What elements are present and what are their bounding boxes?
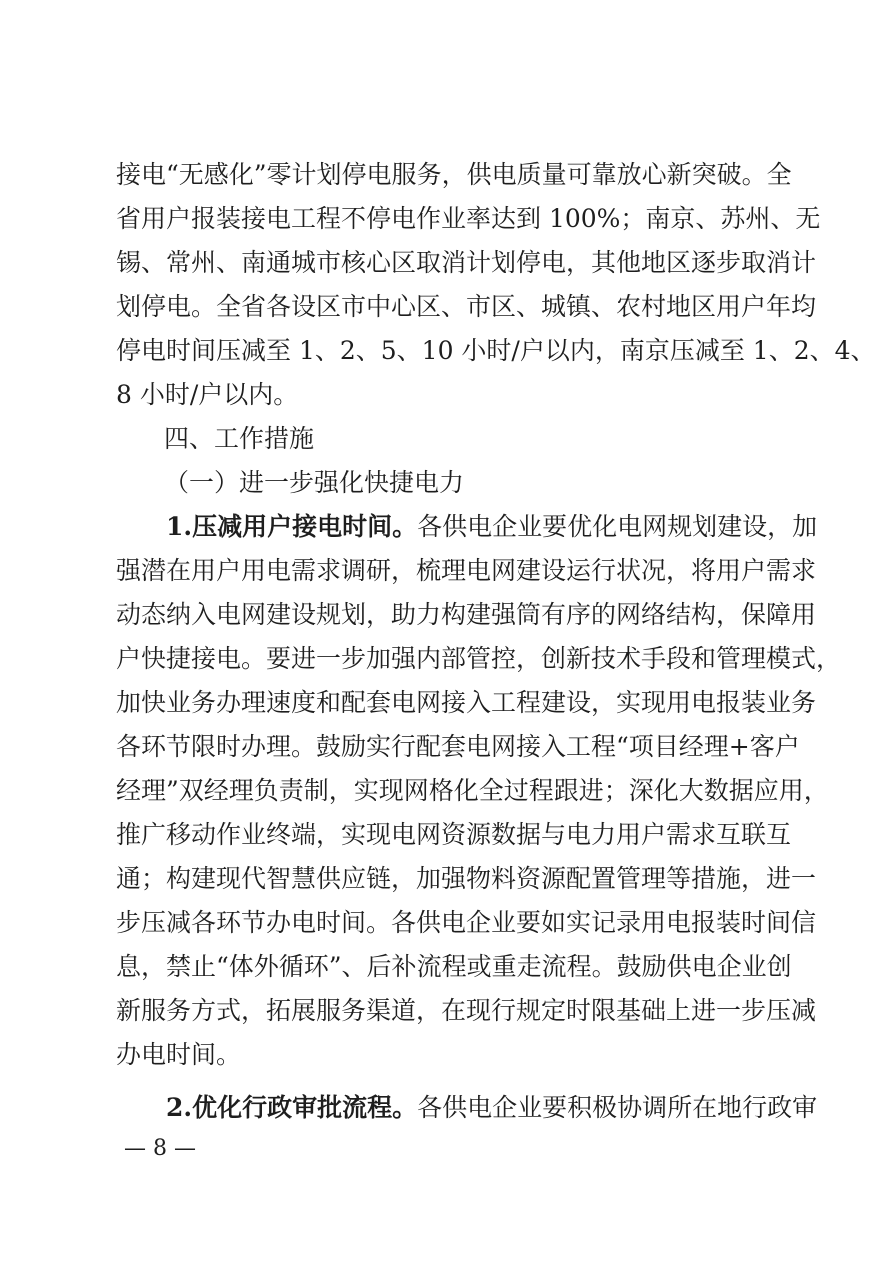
page-number: — 8 — — [124, 1136, 196, 1161]
paragraph-line: 8 小时/户以内。 — [116, 380, 299, 409]
item-1-first-line-text: 各供电企业要优化电网规划建设，加 — [417, 512, 818, 541]
paragraph-line: 经理”双经理负责制，实现网格化全过程跟进；深化大数据应用， — [116, 776, 829, 805]
paragraph-line: 户快捷接电。要进一步加强内部管控，创新技术手段和管理模式， — [116, 644, 842, 673]
item-2-first-line — [166, 1088, 818, 1128]
paragraph-line: 划停电。全省各设区市中心区、市区、城镇、农村地区用户年均 — [116, 292, 817, 321]
paragraph-line: 省用户报装接电工程不停电作业率达到 100%；南京、苏州、无 — [116, 204, 821, 233]
item-1-first-line — [166, 507, 818, 547]
subsection-heading: （一）进一步强化快捷电力 — [164, 468, 465, 497]
paragraph-line: 息，禁止“体外循环”、后补流程或重走流程。鼓励供电企业创 — [116, 952, 792, 981]
paragraph-line: 各环节限时办理。鼓励实行配套电网接入工程“项目经理+客户 — [116, 732, 800, 761]
paragraph-line: 加快业务办理速度和配套电网接入工程建设，实现用电报装业务 — [116, 688, 817, 717]
paragraph-line: 步压减各环节办电时间。各供电企业要如实记录用电报装时间信 — [116, 908, 817, 937]
paragraph-line: 推广移动作业终端，实现电网资源数据与电力用户需求互联互 — [116, 820, 792, 849]
paragraph-line: 停电时间压减至 1、2、5、10 小时/户以内，南京压减至 1、2、4、 — [116, 336, 876, 365]
item-1-title: 1.压减用户接电时间。 — [166, 512, 418, 541]
item-2-title: 2.优化行政审批流程。 — [166, 1093, 418, 1122]
paragraph-line: 锡、常州、南通城市核心区取消计划停电，其他地区逐步取消计 — [116, 248, 817, 277]
paragraph-line: 动态纳入电网建设规划，助力构建强筒有序的网络结构，保障用 — [116, 600, 817, 629]
paragraph-line: 通；构建现代智慧供应链，加强物料资源配置管理等措施，进一 — [116, 864, 817, 893]
paragraph-line: 强潜在用户用电需求调研，梳理电网建设运行状况，将用户需求 — [116, 556, 817, 585]
paragraph-line: 新服务方式，拓展服务渠道，在现行规定时限基础上进一步压减 — [116, 996, 817, 1025]
item-2-first-line-text: 各供电企业要积极协调所在地行政审 — [417, 1093, 818, 1122]
paragraph-line: 接电“无感化”零计划停电服务，供电质量可靠放心新突破。全 — [116, 160, 792, 189]
section-heading: 四、工作措施 — [164, 424, 315, 453]
paragraph-line: 办电时间。 — [116, 1040, 242, 1069]
